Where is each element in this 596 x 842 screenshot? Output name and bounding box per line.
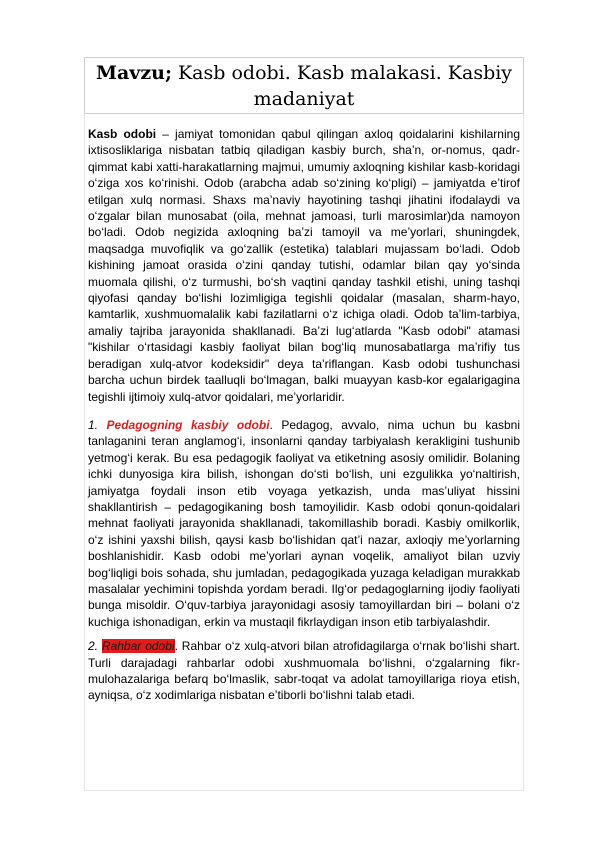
paragraph-one-text: . Pedagog, avvalo, nima uchun bu kasbni tanlaganini teran anglamog‘i, insonlarni qanday tarbiyalash kerakligini tushunib yetmog‘i kerak. Bu esa pedagogik faoliyat va etiketning asosiy omilidir. Bolaning ichki dunyosiga kira bilish, ishongan do‘sti bo‘lish, uni ezgulikka yo‘naltirish, jamiyatga foydali inson etib voyaga yetkazish, unda mas’uliyat hissini shakllantirish – pedagogikaning bosh tamoyilidir. Kasb odobi qonun-qoidalari mehnat faoliyati jarayonida shakllanadi, takomillashib boradi. Kasbiy omilkorlik, o‘z ishini yaxshi bilish, qaysi kasb bo‘lishidan qat’i nazar, axloqiy me’yorlarning boshlanishidir. Kasb odobi me’yorlari aynan voqelik, amaliyot bilan uzviy bog‘liqligi bois sohada, shu jumladan, pedagogikada yuzaga keladigan murakkab masalalar yechimini topishda yordam beradi. Ilg‘or pedagoglarning ijodiy faoliyati bunga misoldir. O‘quv-tarbiya jarayonidagi asosiy tamoyillardan biri – bolani o‘z kuchiga ishonadigan, erkin va mustaqil fikrlaydigan inson etib tarbiyalashdir.	[88, 417, 521, 629]
term-kasb-odobi: Kasb odobi	[88, 127, 157, 141]
paragraph-one	[88, 417, 520, 630]
paragraph-two	[88, 638, 520, 704]
paragraph-one-number: 1.	[88, 417, 107, 432]
title-lead: Mavzu;	[95, 61, 172, 84]
term-rahbar: Rahbar odobi	[101, 639, 175, 654]
document-body	[88, 126, 520, 704]
paragraph-two-text: . Rahbar o‘z xulq-atvori bilan atrofidagilarga o‘rnak bo‘lishi shart. Turli darajadagi rahbarlar odobi xushmuomala bo‘lishni, o‘zgalarning fikr-mulohazalariga befarq bo‘lmaslik, sabr-toqat va adolat tamoyillariga rioya etish, ayniqsa, o‘z xodimlariga nisbatan e’tiborli bo‘lishni talab etadi.	[88, 639, 521, 703]
paragraph-two-number: 2.	[88, 639, 102, 654]
title-text	[85, 60, 523, 112]
page-title	[84, 57, 524, 114]
paragraph-intro-text: – jamiyat tomonidan qabul qilingan axloq qoidalarini kishilarning ixtisosliklariga nisbatan tatbiq qiladigan kasbiy burch, sha’n, or-nomus, qadr-qimmat kabi xatti-harakatlarning majmui, umumiy axloqning kishilar kasb-koridagi o‘ziga xos ko‘rinishi. Odob (arabcha adab so‘zining ko‘pligi) – jamiyatda e’tirof etilgan xulq normasi. Shaxs ma’naviy hayotining tashqi jihatini ifodalaydi va o‘zgalar bilan munosabat (oila, mehnat jamoasi, turli marosimlar)da namoyon bo‘ladi. Odob negizida axloqning ba’zi tamoyil va me’yorlari, shuningdek, maqsadga muvofiqlik va go‘zallik (estetika) talablari mujassam bo‘ladi. Odob kishining jamoat orasida o‘zini qanday tutishi, odamlar bilan qay yo‘sinda muomala qilishi, o‘z turmushi, bo‘sh vaqtini qanday tashkil etishi, uning tashqi qiyofasi qanday bo‘lishi lozimligiga tegishli qoidalar (masalan, sharm-hayo, kamtarlik, xushmuomalalik kabi fazilatlarni o‘z ichiga oladi. Odob ta’lim-tarbiya, amaliy tajriba jarayonida shakllanadi. Ba’zi lug‘atlarda "Kasb odobi" atamasi "kishilar o‘rtasidagi kasbiy faoliyat bilan bog‘liq munosabatlarga ma’rifiy tus beradigan xulq-atvor kodeksidir" deya ta’riflangan. Kasb odobi tushunchasi barcha uchun birdek taalluqli bo‘lmagan, balki muayyan kasb-kor egalarigagina tegishli ijtimoiy xulq-atvor qoidalari, me’yorlaridir.	[88, 127, 520, 404]
term-pedagog: Pedagogning kasbiy odobi	[106, 417, 270, 432]
paragraph-intro	[88, 126, 520, 405]
title-rest: Kasb odobi. Kasb malakasi. Kasbiy madaniyat	[171, 61, 513, 110]
